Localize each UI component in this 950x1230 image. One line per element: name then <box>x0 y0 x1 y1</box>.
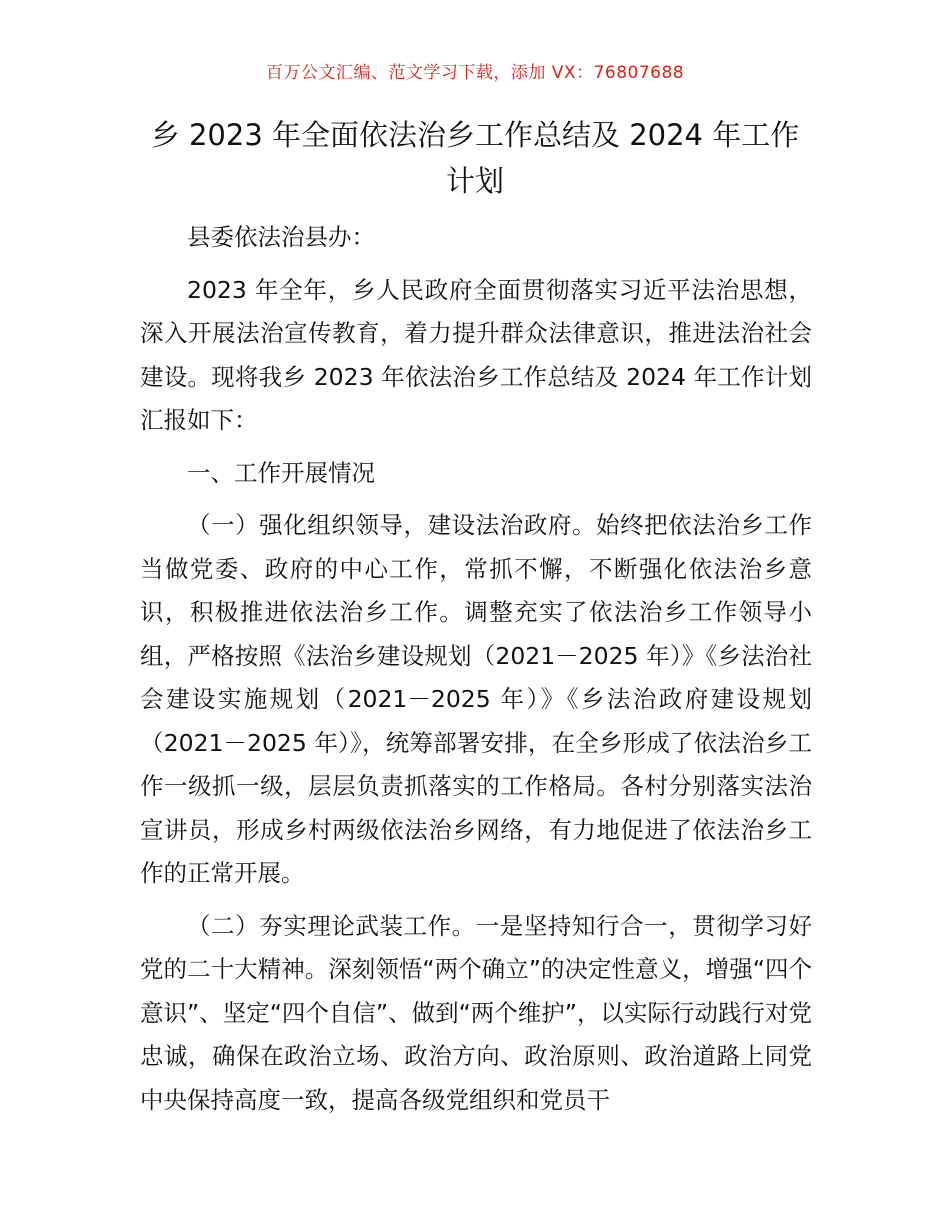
addressee: 县委依法治县办： <box>187 223 375 251</box>
paragraph-intro: 2023 年全年，乡人民政府全面贯彻落实习近平法治思想，深入开展法治宣传教育，着力提升群众法律意识，推进法治社会建设。现将我乡 2023 年依法治乡工作总结及 2024 年工作计划汇报如下： <box>140 275 812 434</box>
document-title: 乡 2023 年全面依法治乡工作总结及 2024 年工作计划 <box>150 118 800 198</box>
paragraph-section-1: （一）强化组织领导，建设法治政府。始终把依法治乡工作当做党委、政府的中心工作，常抓不懈，不断强化依法治乡意识，积极推进依法治乡工作。调整充实了依法治乡工作领导小组，严格按照《法治乡建设规划（2021－2025 年）》《乡法治社会建设实施规划（2021－2025 年）》《乡法治政府建设规划（2021－2025 年）》，统筹部署安排，在全乡形成了依法治乡工作一级抓一级，层层负责抓落实的工作格局。各村分别落实法治宣讲员，形成乡村两级依法治乡网络，有力地促进了依法治乡工作的正常开展。 <box>140 511 812 887</box>
header-banner: 百万公文汇编、范文学习下载，添加 VX：76807688 <box>265 63 685 83</box>
document-body <box>140 216 812 1122</box>
section-heading: 一、工作开展情况 <box>187 458 375 487</box>
paragraph-section-2: （二）夯实理论武装工作。一是坚持知行合一，贯彻学习好党的二十大精神。深刻领悟“两个确立”的决定性意义，增强“四个意识”、坚定“四个自信”、做到“两个维护”，以实际行动践行对党忠诚，确保在政治立场、政治方向、政治原则、政治道路上同党中央保持高度一致，提高各级党组织和党员干 <box>140 911 812 1114</box>
